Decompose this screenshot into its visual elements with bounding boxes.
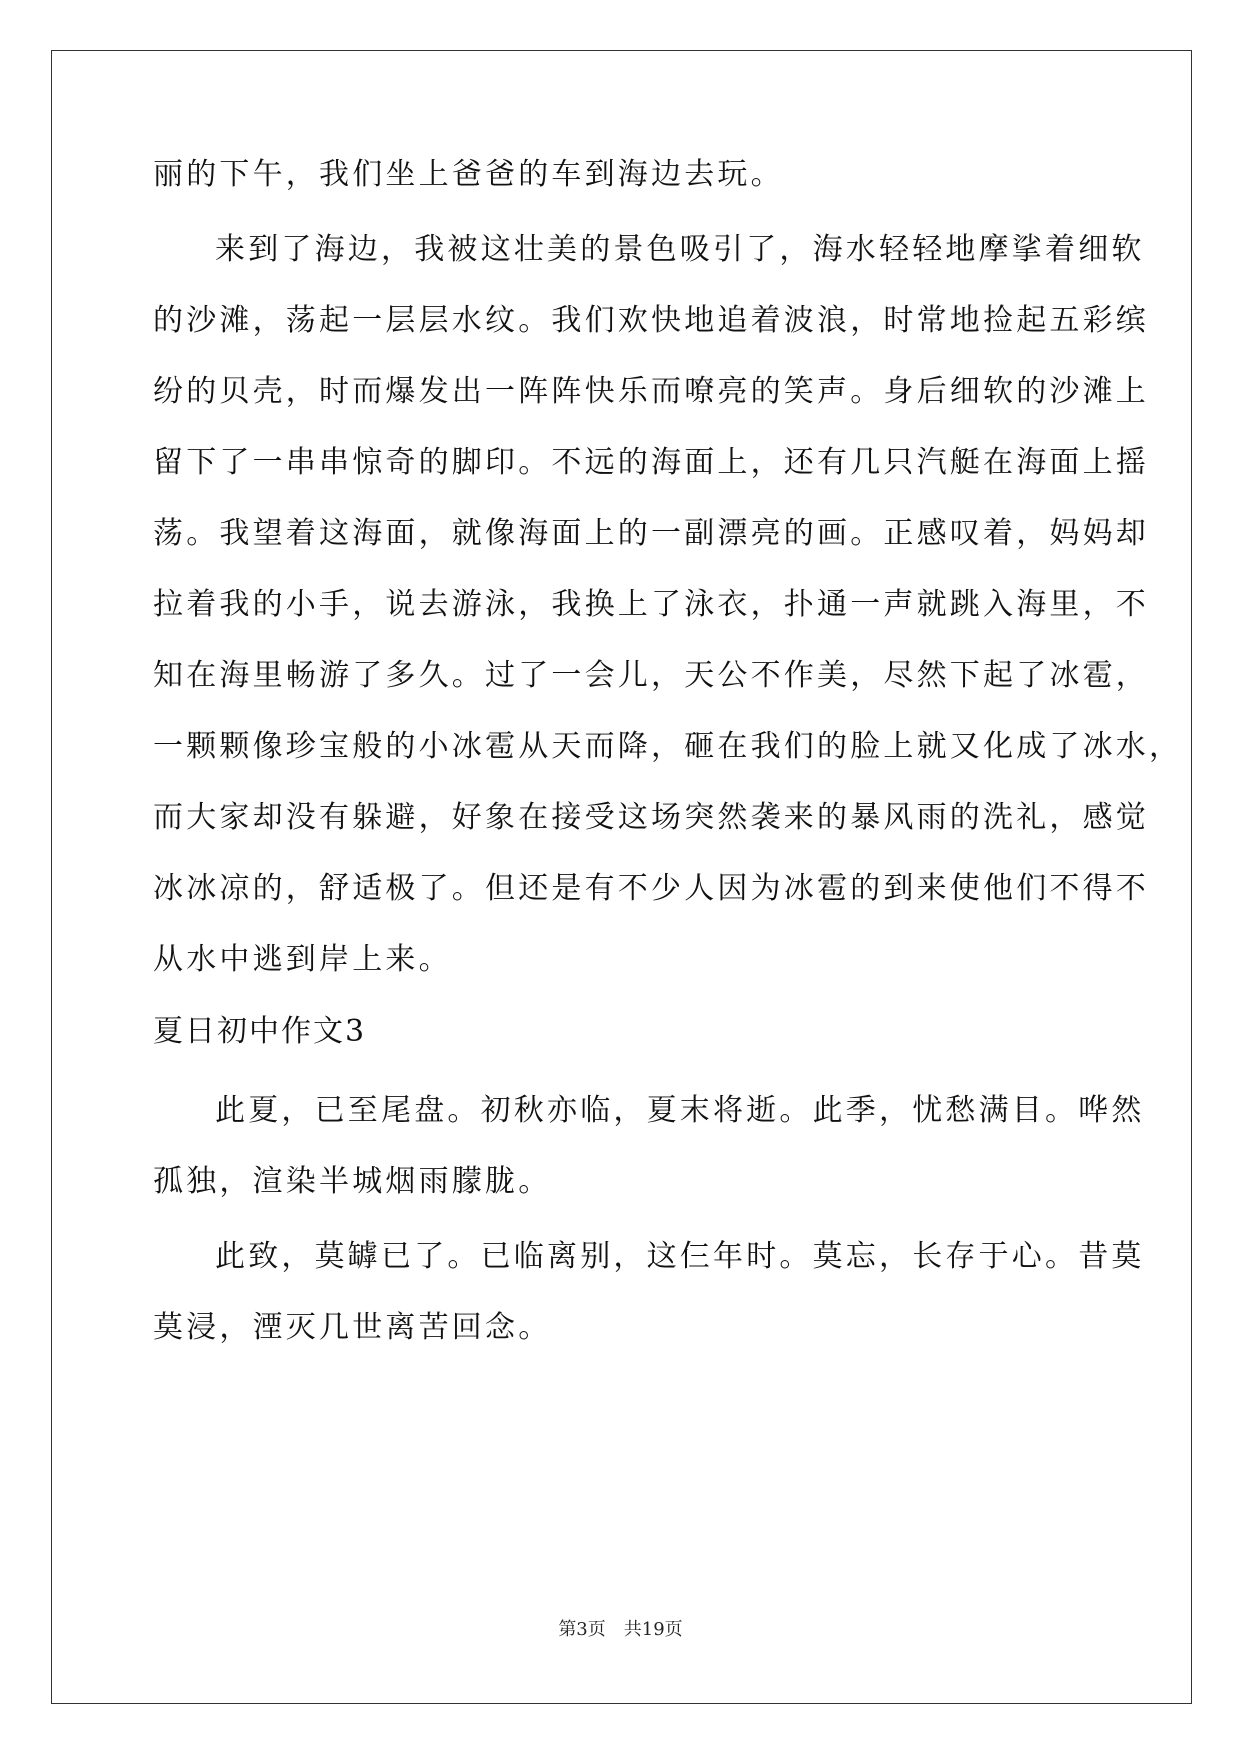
text-line: 纷的贝壳，时而爆发出一阵阵快乐而嘹亮的笑声。身后细软的沙滩上 xyxy=(153,374,1149,409)
text-line: 冰冰凉的，舒适极了。但还是有不少人因为冰雹的到来使他们不得不 xyxy=(153,871,1149,906)
text-line: 而大家却没有躲避，好象在接受这场突然袭来的暴风雨的洗礼，感觉 xyxy=(153,800,1149,835)
text-line: 拉着我的小手，说去游泳，我换上了泳衣，扑通一声就跳入海里，不 xyxy=(153,587,1149,622)
text-line: 知在海里畅游了多久。过了一会儿，天公不作美，尽然下起了冰雹， xyxy=(153,658,1149,693)
text-line: 的沙滩，荡起一层层水纹。我们欢快地追着波浪，时常地捡起五彩缤 xyxy=(153,303,1149,338)
text-line: 荡。我望着这海面，就像海面上的一副漂亮的画。正感叹着，妈妈却 xyxy=(153,516,1149,551)
text-line: 莫浸，湮灭几世离苦回念。 xyxy=(153,1310,552,1345)
page-footer xyxy=(0,1618,1241,1642)
page-total: 共19页 xyxy=(623,1619,683,1640)
paragraph-start: 此致，莫罅已了。已临离别，这仨年时。莫忘，长存于心。昔莫 xyxy=(215,1239,1145,1274)
paragraph-start: 此夏，已至尾盘。初秋亦临，夏末将逝。此季，忧愁满目。哗然 xyxy=(215,1093,1145,1128)
text-line: 丽的下午，我们坐上爸爸的车到海边去玩。 xyxy=(153,157,784,192)
paragraph-start: 来到了海边，我被这壮美的景色吸引了，海水轻轻地摩挲着细软 xyxy=(215,232,1145,267)
page-number: 第3页 xyxy=(558,1619,606,1640)
text-line: 留下了一串串惊奇的脚印。不远的海面上，还有几只汽艇在海面上摇 xyxy=(153,445,1149,480)
text-line: 孤独，渲染半城烟雨朦胧。 xyxy=(153,1164,552,1199)
text-line: 一颗颗像珍宝般的小冰雹从天而降，砸在我们的脸上就又化成了冰水， xyxy=(153,729,1183,764)
text-line: 从水中逃到岸上来。 xyxy=(153,942,452,977)
section-heading: 夏日初中作文3 xyxy=(153,1014,367,1049)
